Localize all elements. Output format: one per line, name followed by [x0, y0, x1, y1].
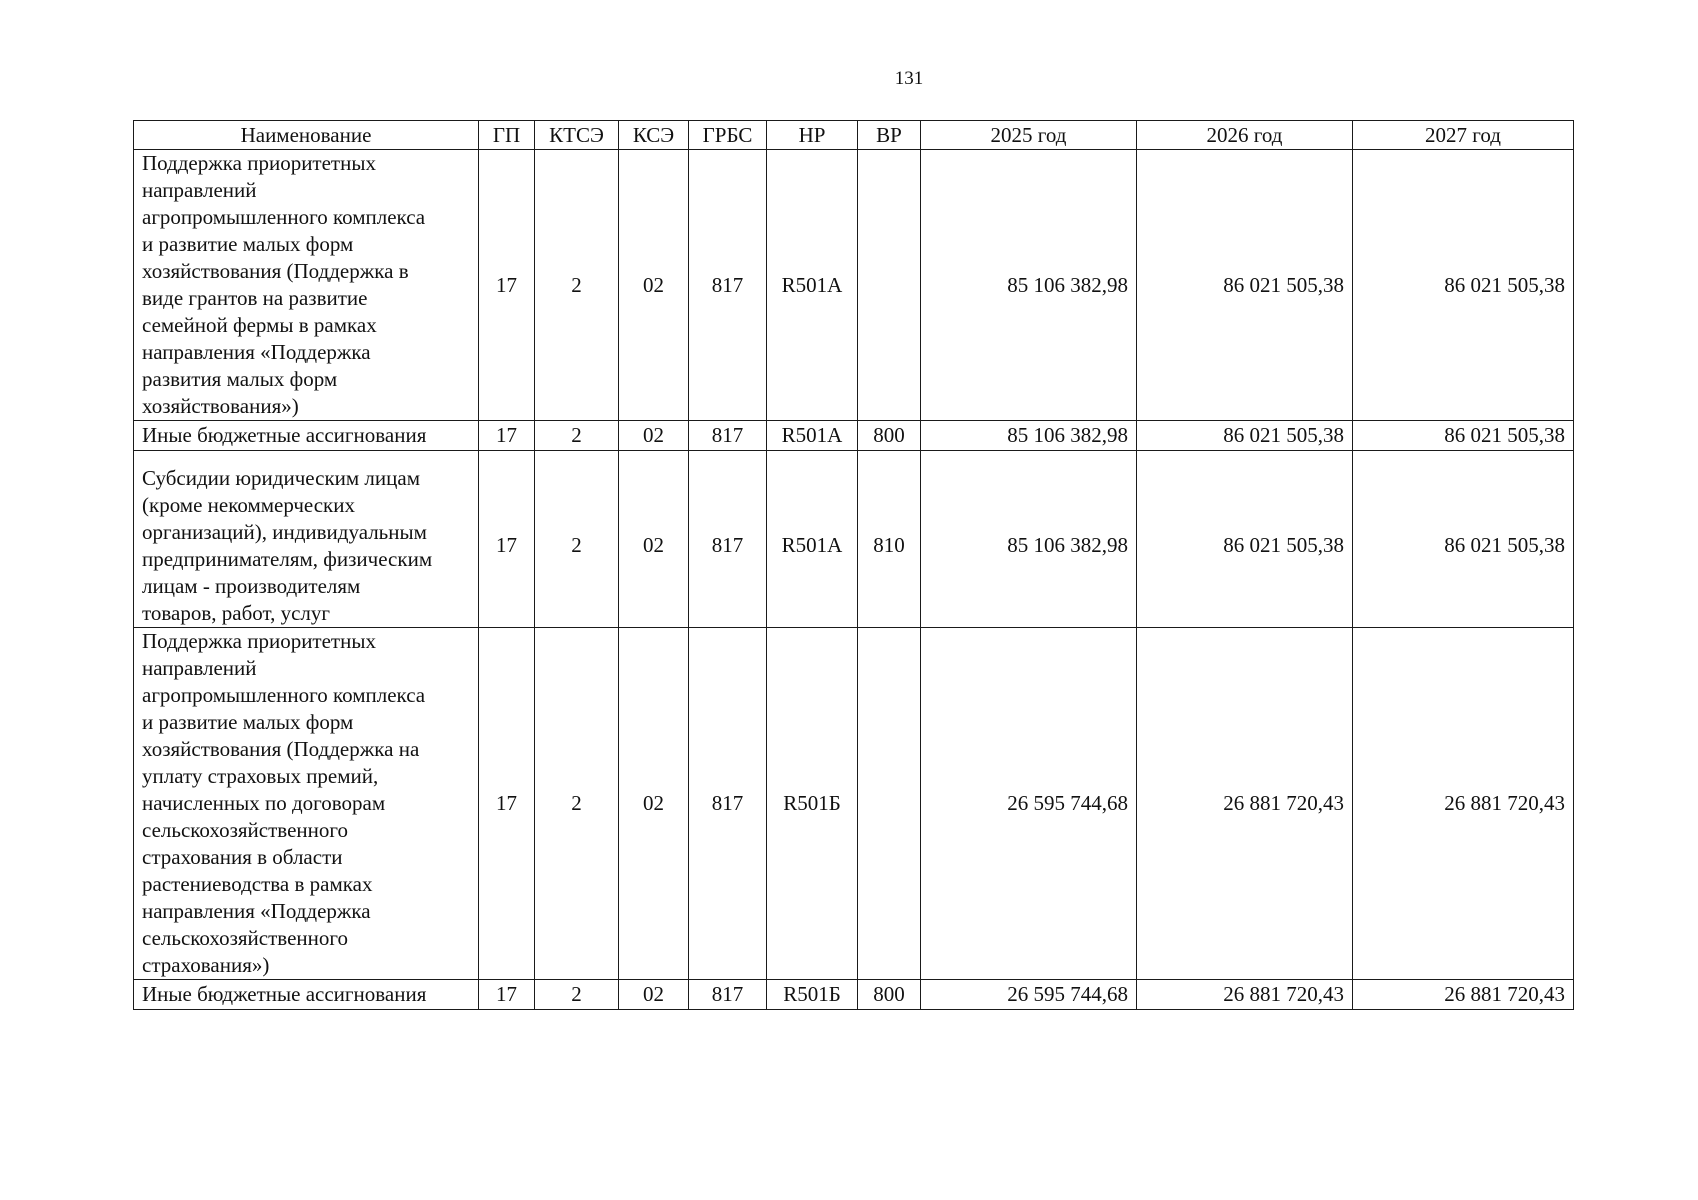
table-body [134, 150, 1574, 1010]
row-name-line: (кроме некоммерческих [142, 493, 355, 517]
header-2027: 2027 год [1353, 121, 1574, 150]
header-2026: 2026 год [1137, 121, 1353, 150]
amount-2026-cell: 26 881 720,43 [1137, 628, 1353, 980]
nr-cell: R501A [767, 150, 858, 421]
ktse-cell: 2 [535, 150, 619, 421]
row-name-line: направления «Поддержка [142, 340, 371, 364]
row-name-line: хозяйствования (Поддержка в [142, 259, 409, 283]
kse-cell: 02 [619, 451, 689, 628]
row-name-line: агропромышленного комплекса [142, 205, 426, 229]
vr-cell: 800 [858, 980, 921, 1010]
table-row [134, 980, 1574, 1010]
header-2025: 2025 год [921, 121, 1137, 150]
header-vr: ВР [858, 121, 921, 150]
header-grbs: ГРБС [689, 121, 767, 150]
gp-cell: 17 [479, 451, 535, 628]
nr-cell: R501Б [767, 980, 858, 1010]
grbs-cell: 817 [689, 150, 767, 421]
grbs-cell: 817 [689, 421, 767, 451]
page-number: 131 [894, 68, 924, 89]
vr-cell [858, 150, 921, 421]
row-name-line: семейной фермы в рамках [142, 313, 377, 337]
table-row [134, 451, 1574, 628]
row-name-line: сельскохозяйственного [142, 926, 348, 950]
header-ktse: КТСЭ [535, 121, 619, 150]
row-name-line: сельскохозяйственного [142, 818, 348, 842]
nr-cell: R501A [767, 421, 858, 451]
row-name-line: агропромышленного комплекса [142, 683, 426, 707]
row-name-line: и развитие малых форм [142, 710, 354, 734]
vr-cell: 810 [858, 451, 921, 628]
header-name: Наименование [134, 121, 479, 150]
amount-2026-cell: 86 021 505,38 [1137, 421, 1353, 451]
row-name-line: товаров, работ, услуг [142, 601, 331, 625]
table-row [134, 421, 1574, 451]
gp-cell: 17 [479, 980, 535, 1010]
row-name-line: предпринимателям, физическим [142, 547, 433, 571]
vr-cell: 800 [858, 421, 921, 451]
row-name-line: Поддержка приоритетных [142, 151, 376, 175]
row-name-line: Иные бюджетные ассигнования [142, 982, 427, 1006]
kse-cell: 02 [619, 150, 689, 421]
amount-2026-cell: 26 881 720,43 [1137, 980, 1353, 1010]
grbs-cell: 817 [689, 628, 767, 980]
amount-2027-cell: 86 021 505,38 [1353, 150, 1574, 421]
kse-cell: 02 [619, 628, 689, 980]
ktse-cell: 2 [535, 421, 619, 451]
amount-2026-cell: 86 021 505,38 [1137, 451, 1353, 628]
table-header-row [134, 121, 1574, 150]
ktse-cell: 2 [535, 628, 619, 980]
ktse-cell: 2 [535, 980, 619, 1010]
row-name-line: уплату страховых премий, [142, 764, 379, 788]
row-name-line: страхования в области [142, 845, 343, 869]
kse-cell: 02 [619, 980, 689, 1010]
amount-2027-cell: 26 881 720,43 [1353, 628, 1574, 980]
row-name-cell [134, 150, 479, 421]
amount-2025-cell: 85 106 382,98 [921, 421, 1137, 451]
row-name-line: хозяйствования») [142, 394, 299, 418]
row-name-cell [134, 628, 479, 980]
amount-2026-cell: 86 021 505,38 [1137, 150, 1353, 421]
row-name-line: организаций), индивидуальным [142, 520, 427, 544]
row-name-line: хозяйствования (Поддержка на [142, 737, 420, 761]
header-kse: КСЭ [619, 121, 689, 150]
row-name-line: лицам - производителям [142, 574, 361, 598]
amount-2025-cell: 26 595 744,68 [921, 980, 1137, 1010]
row-name-cell [134, 980, 479, 1010]
row-name-line: направления «Поддержка [142, 899, 371, 923]
nr-cell: R501A [767, 451, 858, 628]
row-name-line: растениеводства в рамках [142, 872, 373, 896]
row-name-line: Иные бюджетные ассигнования [142, 423, 427, 447]
row-name-line: направлений [142, 656, 257, 680]
ktse-cell: 2 [535, 451, 619, 628]
grbs-cell: 817 [689, 451, 767, 628]
amount-2027-cell: 26 881 720,43 [1353, 980, 1574, 1010]
amount-2027-cell: 86 021 505,38 [1353, 451, 1574, 628]
row-name-line: развития малых форм [142, 367, 338, 391]
kse-cell: 02 [619, 421, 689, 451]
table-row [134, 150, 1574, 421]
grbs-cell: 817 [689, 980, 767, 1010]
header-gp: ГП [479, 121, 535, 150]
amount-2025-cell: 85 106 382,98 [921, 451, 1137, 628]
gp-cell: 17 [479, 421, 535, 451]
row-name-line: начисленных по договорам [142, 791, 386, 815]
gp-cell: 17 [479, 628, 535, 980]
row-name-line: виде грантов на развитие [142, 286, 368, 310]
row-name-cell [134, 421, 479, 451]
table-row [134, 628, 1574, 980]
row-name-line: страхования») [142, 953, 270, 977]
budget-table [133, 120, 1574, 1010]
row-name-cell [134, 451, 479, 628]
row-name-line: и развитие малых форм [142, 232, 354, 256]
row-name-line: направлений [142, 178, 257, 202]
vr-cell [858, 628, 921, 980]
gp-cell: 17 [479, 150, 535, 421]
amount-2027-cell: 86 021 505,38 [1353, 421, 1574, 451]
row-name-line: Субсидии юридическим лицам [142, 466, 420, 490]
amount-2025-cell: 85 106 382,98 [921, 150, 1137, 421]
header-nr: НР [767, 121, 858, 150]
amount-2025-cell: 26 595 744,68 [921, 628, 1137, 980]
nr-cell: R501Б [767, 628, 858, 980]
row-name-line: Поддержка приоритетных [142, 629, 376, 653]
